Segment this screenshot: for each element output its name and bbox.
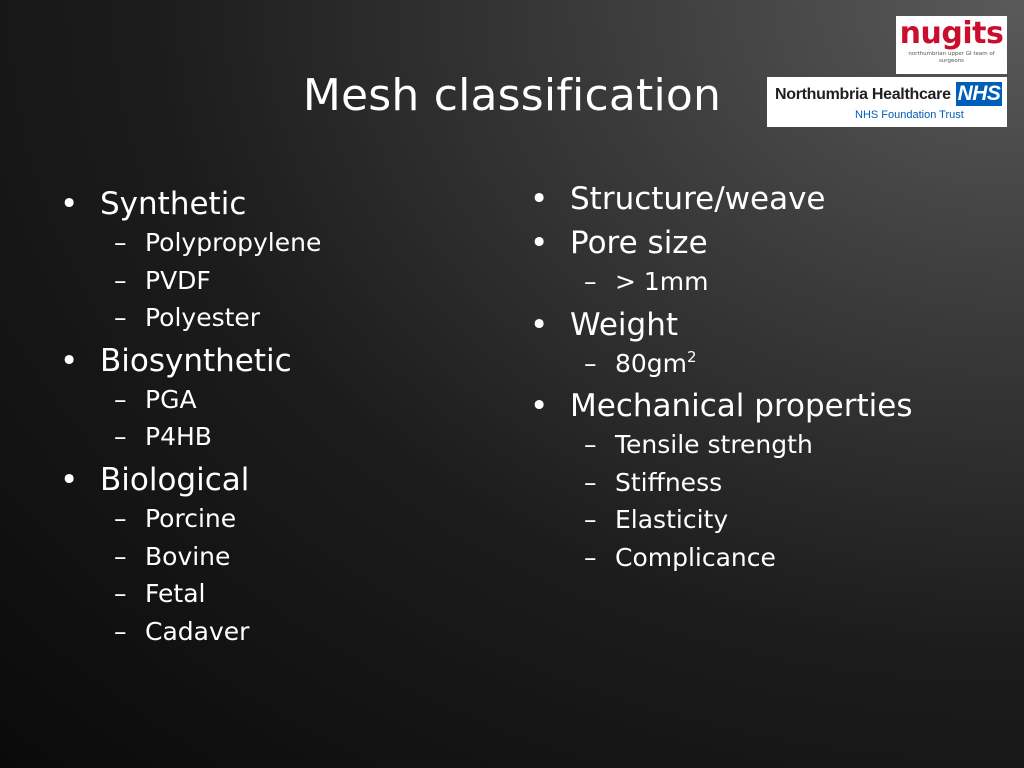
nhs-trust-logo — [767, 77, 1007, 127]
bullet-item: • Biosynthetic — [60, 341, 321, 381]
sub-bullet-item: – Bovine — [60, 538, 321, 576]
sub-bullet-item: – Porcine — [60, 500, 321, 538]
sub-bullet-item: – PVDF — [60, 262, 321, 300]
sub-bullet-item: – Polypropylene — [60, 224, 321, 262]
sub-bullet-item: – Elasticity — [530, 501, 912, 539]
weight-superscript: 2 — [687, 347, 697, 366]
nugits-logo-word: nugits — [899, 16, 1004, 51]
right-bullet-list — [530, 179, 912, 577]
nhs-trust-name: Northumbria Healthcare — [775, 86, 951, 103]
bullet-item: • Weight — [530, 305, 912, 345]
nugits-logo-subtext: northumbrian upper GI team of surgeons — [908, 51, 995, 64]
weight-value: 80gm — [615, 348, 688, 378]
sub-bullet-item-weight — [530, 345, 912, 383]
nhs-foundation-trust-label: NHS Foundation Trust — [855, 109, 964, 121]
nhs-badge: NHS — [957, 82, 1001, 105]
bullet-item: • Synthetic — [60, 184, 321, 224]
sub-bullet-item: – P4HB — [60, 418, 321, 456]
bullet-item: • Mechanical properties — [530, 386, 912, 426]
sub-bullet-item: – PGA — [60, 381, 321, 419]
sub-bullet-item: – Cadaver — [60, 613, 321, 651]
slide-title: Mesh classification — [302, 70, 722, 121]
sub-bullet-item: – Fetal — [60, 575, 321, 613]
bullet-item: • Biological — [60, 460, 321, 500]
sub-bullet-item: – Complicance — [530, 539, 912, 577]
left-bullet-list — [60, 184, 321, 650]
sub-bullet-item: – Tensile strength — [530, 426, 912, 464]
bullet-item: • Pore size — [530, 223, 912, 263]
sub-bullet-item: – Polyester — [60, 299, 321, 337]
bullet-item: • Structure/weave — [530, 179, 912, 219]
sub-bullet-item: – Stiffness — [530, 464, 912, 502]
nugits-logo — [896, 16, 1007, 74]
sub-bullet-item: – > 1mm — [530, 263, 912, 301]
